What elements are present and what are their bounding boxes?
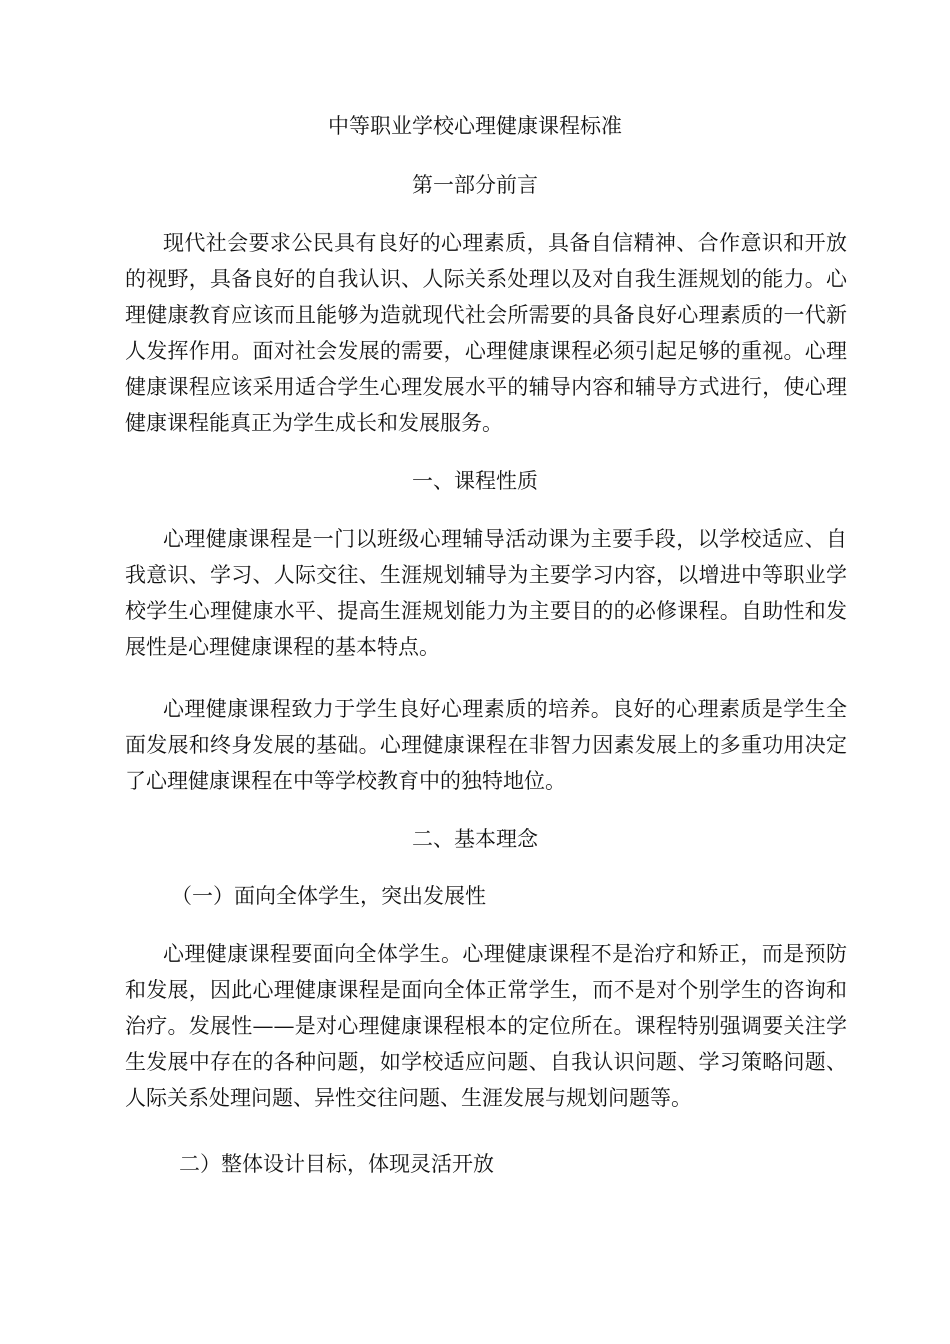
paragraph-line: 治疗。发展性——是对心理健康课程根本的定位所在。课程特别强调要关注学 xyxy=(125,1014,847,1038)
document-title: 中等职业学校心理健康课程标准 xyxy=(328,114,622,138)
paragraph-line: 现代社会要求公民具有良好的心理素质，具备自信精神、合作意识和开放 xyxy=(163,231,847,255)
subsection-heading-1: （一）面向全体学生，突出发展性 xyxy=(171,884,486,908)
paragraph-line: 生发展中存在的各种问题，如学校适应问题、自我认识问题、学习策略问题、 xyxy=(125,1050,847,1074)
paragraph-line: 心理健康课程要面向全体学生。心理健康课程不是治疗和矫正，而是预防 xyxy=(163,942,847,966)
paragraph-line: 健康课程能真正为学生成长和发展服务。 xyxy=(125,411,503,435)
paragraph-line: 和发展，因此心理健康课程是面向全体正常学生，而不是对个别学生的咨询和 xyxy=(125,978,847,1002)
paragraph-line: 的视野，具备良好的自我认识、人际关系处理以及对自我生涯规划的能力。心 xyxy=(125,267,847,291)
paragraph-line: 面发展和终身发展的基础。心理健康课程在非智力因素发展上的多重功用决定 xyxy=(125,733,847,757)
paragraph-line: 人际关系处理问题、异性交往问题、生涯发展与规划问题等。 xyxy=(125,1086,692,1110)
section-heading-basic-concepts: 二、基本理念 xyxy=(412,827,538,851)
part-heading: 第一部分前言 xyxy=(412,173,538,197)
paragraph-line: 展性是心理健康课程的基本特点。 xyxy=(125,635,440,659)
subsection-heading-2: 二）整体设计目标，体现灵活开放 xyxy=(179,1152,494,1176)
paragraph-line: 人发挥作用。面对社会发展的需要，心理健康课程必须引起足够的重视。心理 xyxy=(125,339,847,363)
paragraph-line: 我意识、学习、人际交往、生涯规划辅导为主要学习内容，以增进中等职业学 xyxy=(125,563,847,587)
paragraph-line: 心理健康课程是一门以班级心理辅导活动课为主要手段，以学校适应、自 xyxy=(163,527,847,551)
paragraph-line: 了心理健康课程在中等学校教育中的独特地位。 xyxy=(125,769,566,793)
paragraph-line: 理健康教育应该而且能够为造就现代社会所需要的具备良好心理素质的一代新 xyxy=(125,303,847,327)
paragraph-line: 心理健康课程致力于学生良好心理素质的培养。良好的心理素质是学生全 xyxy=(163,697,847,721)
paragraph-line: 健康课程应该采用适合学生心理发展水平的辅导内容和辅导方式进行，使心理 xyxy=(125,375,847,399)
paragraph-line: 校学生心理健康水平、提高生涯规划能力为主要目的的必修课程。自助性和发 xyxy=(125,599,847,623)
section-heading-course-nature: 一、课程性质 xyxy=(412,469,538,493)
